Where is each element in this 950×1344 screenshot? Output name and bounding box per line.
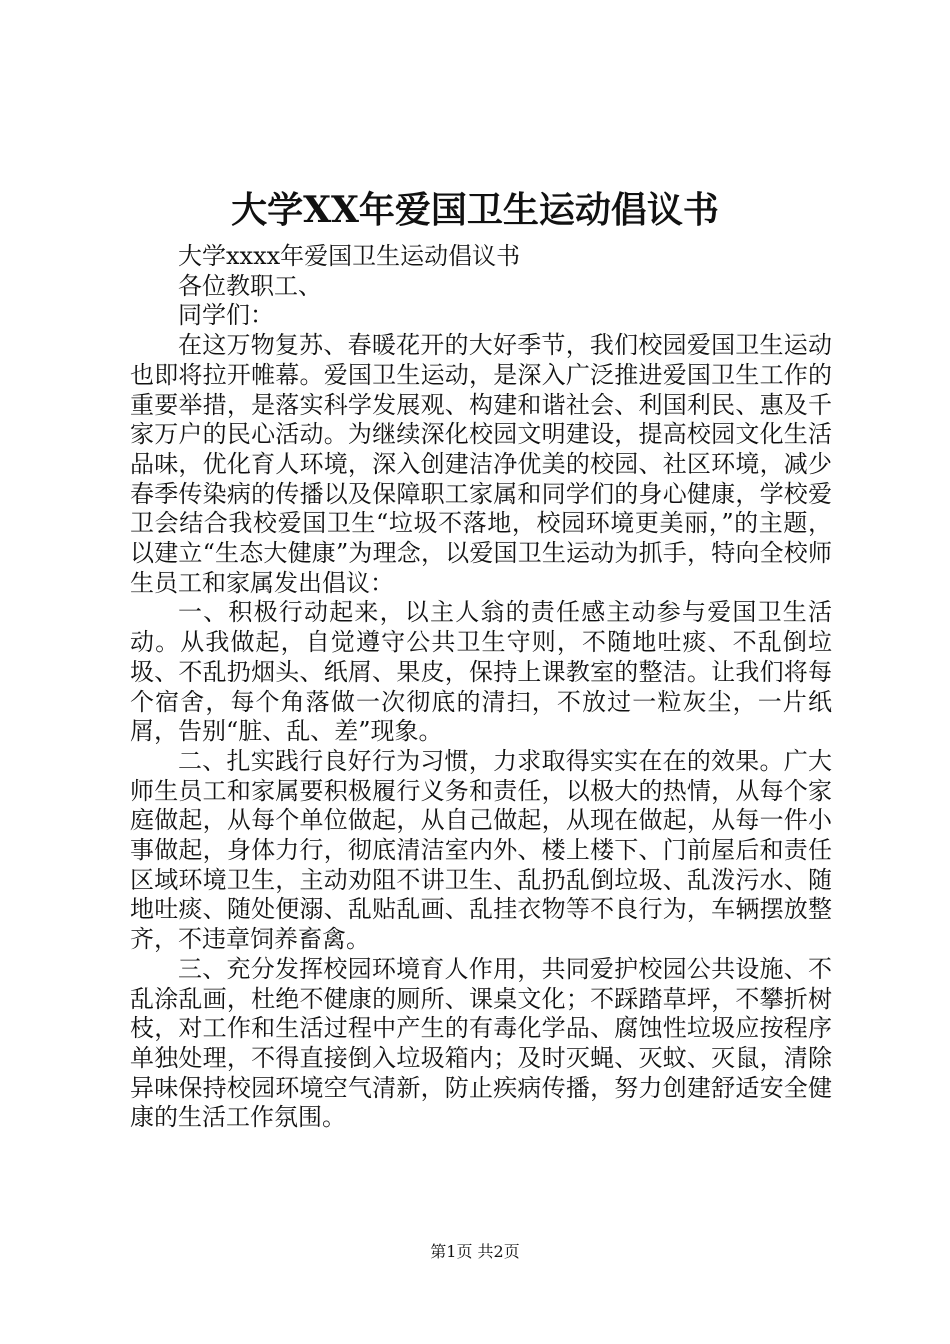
page-footer: 第1页 共2页 [430, 1242, 520, 1261]
salutation-line-2: 同学们： [178, 301, 274, 330]
item-1-paragraph: 一、积极行动起来，以主人翁的责任感主动参与爱国卫生活动。从我做起，自觉遵守公共卫生守则，不随地吐痰、不乱倒垃圾、不乱扔烟头、纸屑、果皮，保持上课教室的整洁。让我们将每个宿舍，每个角落做一次彻底的清扫，不放过一粒灰尘，一片纸屑，告别“脏、乱、差”现象。 [130, 598, 832, 746]
document-title: 大学XX年爱国卫生运动倡议书 [231, 189, 719, 231]
subtitle-line: 大学xxxx年爱国卫生运动倡议书 [178, 242, 521, 270]
intro-paragraph: 在这万物复苏、春暖花开的大好季节，我们校园爱国卫生运动也即将拉开帷幕。爱国卫生运动，是深入广泛推进爱国卫生工作的重要举措，是落实科学发展观、构建和谐社会、利国利民、惠及千家万户的民心活动。为继续深化校园文明建设，提高校园文化生活品味，优化育人环境，深入创建洁净优美的校园、社区环境，减少春季传染病的传播以及保障职工家属和同学们的身心健康，学校爱卫会结合我校爱国卫生“垃圾不落地，校园环境更美丽，”的主题，以建立“生态大健康”为理念，以爱国卫生运动为抓手，特向全校师生员工和家属发出倡议： [130, 331, 832, 597]
item-3-paragraph: 三、充分发挥校园环境育人作用，共同爱护校园公共设施、不乱涂乱画，杜绝不健康的厕所、课桌文化；不踩踏草坪，不攀折树枝，对工作和生活过程中产生的有毒化学品、腐蚀性垃圾应按程序单独处理，不得直接倒入垃圾箱内；及时灭蝇、灭蚊、灭鼠，清除异味保持校园环境空气清新，防止疾病传播，努力创建舒适安全健康的生活工作氛围。 [130, 954, 832, 1132]
salutation-line-1: 各位教职工、 [178, 271, 322, 300]
item-2-paragraph: 二、扎实践行良好行为习惯，力求取得实实在在的效果。广大师生员工和家属要积极履行义务和责任，以极大的热情，从每个家庭做起，从每个单位做起，从自己做起，从现在做起，从每一件小事做起，身体力行，彻底清洁室内外、楼上楼下、门前屋后和责任区域环境卫生，主动劝阻不讲卫生、乱扔乱倒垃圾、乱泼污水、随地吐痰、随处便溺、乱贴乱画、乱挂衣物等不良行为，车辆摆放整齐，不违章饲养畜禽。 [130, 746, 832, 954]
document-body [130, 242, 832, 1133]
